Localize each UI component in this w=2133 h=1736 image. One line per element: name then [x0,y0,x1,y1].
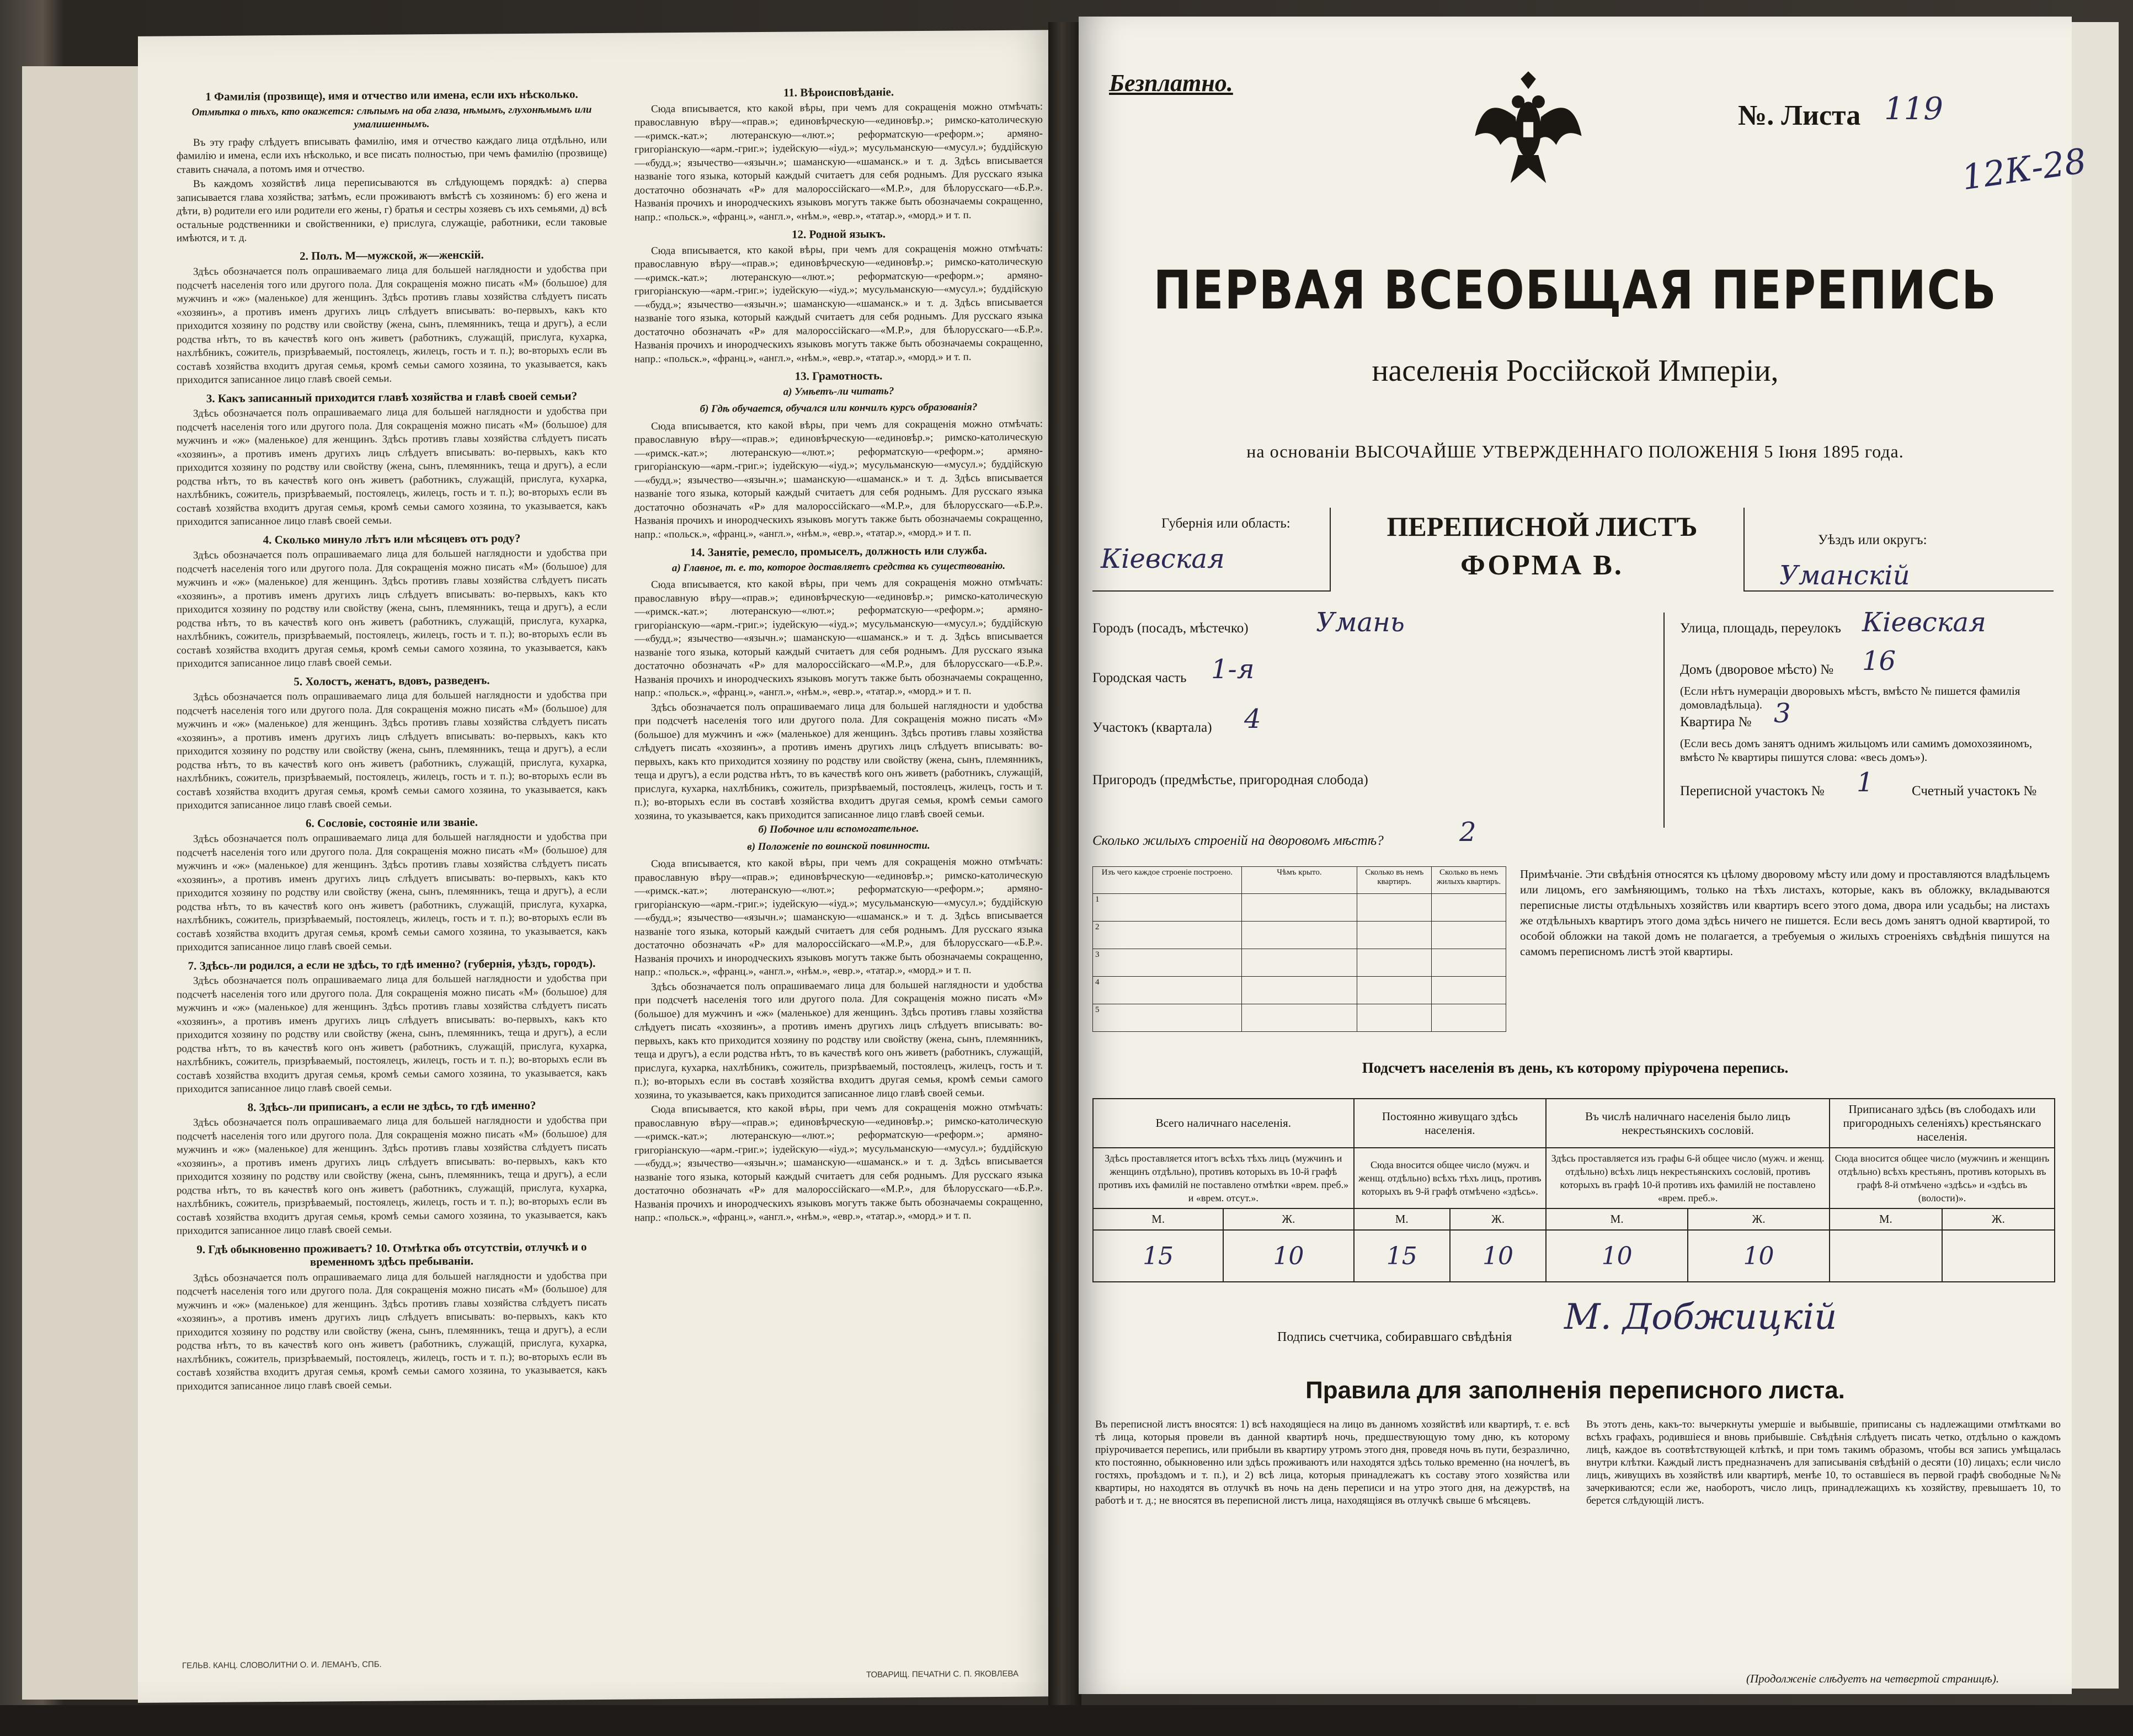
uezd-label: Уѣздъ или округъ: [1818,532,1927,547]
buildings-note: Примѣчаніе. Эти свѣдѣнія относятся къ цѣлому дворовому мѣсту или дому и проставляются владѣльцемъ или лицомъ, его замѣняющимъ, только на тѣхъ листахъ, которые, какъ въ обложку, вкладываются переписные листы отдѣльныхъ хозяйствъ или квартиръ всего этого дома, двора или усадьбы; на листахъ же отдѣльныхъ квартиръ этого дома здѣсь ничего не пишется. Если весь домъ занятъ одной квартирой, то особой обложки на такой домъ не полагается, а требуемыя о жилыхъ строеніяхъ свѣдѣнія пишутся на самомъ переписномъ листѣ этой квартиры. [1520,867,2050,958]
count-header-row [1093,1099,2055,1148]
city-part-value: 1-я [1211,654,1255,685]
instruction-paragraph: Здѣсь обозначается полъ опрашиваемаго лица для большей наглядности и удобства при подсчетѣ населенія того или другого пола. Для сокращенія можно писать «М» (большое) для мужчинъ и «ж» (маленькое) для женщинъ. Здѣсь противъ главы хозяйства слѣдуетъ писать «хозяинъ», а противъ именъ другихъ лицъ слѣдуетъ вписывать: во-первыхъ, какъ кто приходится хозяину по родству или свойству (жена, сынъ, племянникъ, теща и другъ), а если родства нѣтъ, то въ качествѣ кого онъ живетъ (работникъ, служащій, прислуга, кухарка, нахлѣбникъ, сожитель, призрѣваемый, постоялецъ, жилецъ, гость и т. п.); во-вторыхъ если въ составѣ хозяйства входитъ другая семья, кромѣ семьи самого хозяина, то указывается, какъ приходится записанное лицо главѣ своей семьи. [177,1114,607,1237]
count-sex-row [1093,1208,2055,1230]
section-heading-8: 8. Здѣсь-ли приписанъ, а если не здѣсь, то гдѣ именно? [247,1098,536,1114]
gubernia-label: Губернія или область: [1161,516,1291,531]
population-count-title: Подсчетъ населенія въ день, къ которому пріурочена перепись. [1362,1059,1789,1076]
section-heading-14: 14. Занятіе, ремесло, промыселъ, должность или служба. [690,544,987,559]
instruction-paragraph: Здѣсь обозначается полъ опрашиваемаго лица для большей наглядности и удобства при подсчетѣ населенія того или другого пола. Для сокращенія можно писать «М» (большое) для мужчинъ и «ж» (маленькое) для женщинъ. Здѣсь противъ главы хозяйства слѣдуетъ писать «хозяинъ», а противъ именъ другихъ лицъ слѣдуетъ вписывать: во-первыхъ, какъ кто приходится хозяину по родству или свойству (жена, сынъ, племянникъ, теща и другъ), а если родства нѣтъ, то въ качествѣ кого онъ живетъ (работникъ, служащій, прислуга, кухарка, нахлѣбникъ, сожитель, призрѣваемый, постоялецъ, жилецъ, гость и т. п.); во-вторыхъ если въ составѣ хозяйства входитъ другая семья, кромѣ семьи самого хозяина, то указывается, какъ приходится записанное лицо главѣ своей семьи. [177,688,607,812]
census-title: ПЕРВАЯ ВСЕОБЩАЯ ПЕРЕПИСЬ [1153,259,1997,321]
city-part-label: Городская часть [1092,670,1187,685]
table-cell [1432,922,1506,949]
instruction-paragraph: Сюда вписывается, кто какой вѣры, при чемъ для сокращенія можно отмѣчать: православную вѣру—«прав.»; единовѣрческую—«единовѣр.»; римско-католическую—«римск.-кат.»; лютеранскую—«лют.»; реформатскую—«реформ.»; армяно-григоріанскую—«арм.-григ.»; іудейскую—«іуд.»; мусульманскую—«мусул.»; буддійскую—«будд.»; язычество—«язычн.»; шаманскую—«шаманск.» и т. д. Здѣсь вписывается названіе того языка, который каждый считаетъ для себя роднымъ. Для русскаго языка достаточно обозначать «Р» для малороссійскаго—«М.Р.», для бѣлорусскаго—«Б.Р.». Названія прочихъ и инородческихъ языковъ могутъ также быть обозначаемы сокращенно, напр.: «польск.», «франц.», «англ.», «нѣм.», «евр.», «татар.», «морд.» и т. п. [634,855,1043,978]
section-subheading-14b: б) Побочное или вспомогательное. [758,822,919,836]
female-label: Ж. [1450,1208,1546,1230]
instruction-paragraph: Сюда вписывается, кто какой вѣры, при чемъ для сокращенія можно отмѣчать: православную вѣру—«прав.»; единовѣрческую—«единовѣр.»; римско-католическую—«римск.-кат.»; лютеранскую—«лют.»; реформатскую—«реформ.»; армяно-григоріанскую—«арм.-григ.»; іудейскую—«іуд.»; мусульманскую—«мусул.»; буддійскую—«будд.»; язычество—«язычн.»; шаманскую—«шаманск.» и т. д. Здѣсь вписывается названіе того языка, который каждый считаетъ для себя роднымъ. Для русскаго языка достаточно обозначать «Р» для малороссійскаго—«М.Р.», для бѣлорусскаго—«Б.Р.». Названія прочихъ и инородческихъ языковъ могутъ также быть обозначаемы сокращенно, напр.: «польск.», «франц.», «англ.», «нѣм.», «евр.», «татар.», «морд.» и т. п. [634,100,1043,223]
buildings-col-material: Изъ чего каждое строеніе построено. [1093,867,1242,894]
non-peasant-female-value: 10 [1688,1230,1830,1282]
instruction-paragraph: Здѣсь обозначается полъ опрашиваемаго лица для большей наглядности и удобства при подсчетѣ населенія того или другого пола. Для сокращенія можно писать «М» (большое) для мужчинъ и «ж» (маленькое) для женщинъ. Здѣсь противъ главы хозяйства слѣдуетъ писать «хозяинъ», а противъ именъ другихъ лицъ слѣдуетъ вписывать: во-первыхъ, какъ кто приходится хозяину по родству или свойству (жена, сынъ, племянникъ, теща и другъ), а если родства нѣтъ, то въ качествѣ кого онъ живетъ (работникъ, служащій, прислуга, кухарка, нахлѣбникъ, сожитель, призрѣваемый, постоялецъ, жилецъ, гость и т. п.); во-вторыхъ если въ составѣ хозяйства входитъ другая семья, кромѣ семьи самого хозяина, то указывается, какъ приходится записанное лицо главѣ своей семьи. [177,546,607,670]
male-label: М. [1354,1208,1450,1230]
instruction-paragraph: Здѣсь обозначается полъ опрашиваемаго лица для большей наглядности и удобства при подсчетѣ населенія того или другого пола. Для сокращенія можно писать «М» (большое) для мужчинъ и «ж» (маленькое) для женщинъ. Здѣсь противъ главы хозяйства слѣдуетъ писать «хозяинъ», а противъ именъ другихъ лицъ слѣдуетъ вписывать: во-первыхъ, какъ кто приходится хозяину по родству или свойству (жена, сынъ, племянникъ, теща и другъ), а если родства нѣтъ, то въ качествѣ кого онъ живетъ (работникъ, служащій, прислуга, кухарка, нахлѣбникъ, сожитель, призрѣваемый, постоялецъ, жилецъ, гость и т. п.); во-вторыхъ если въ составѣ хозяйства входитъ другая семья, кромѣ семьи самого хозяина, то указывается, какъ приходится записанное лицо главѣ своей семьи. [634,978,1043,1101]
form-type: ФОРМА В. [1460,550,1624,581]
prigorod-label: Пригородъ (предмѣстье, пригородная слобода) [1092,773,1368,787]
flat-label: Квартира № [1680,715,1752,729]
table-cell [1432,949,1506,977]
section-heading-2: 2. Полъ. М—мужской, ж—женскій. [300,247,484,263]
count-desc-permanent: Сюда вносится общее число (мужч. и женщ. отдѣльно) всѣхъ тѣхъ лицъ, противъ которыхъ въ 9-й графѣ отмѣчено «здѣсь». [1354,1148,1547,1208]
table-row [1093,894,1506,922]
instruction-paragraph: Здѣсь обозначается полъ опрашиваемаго лица для большей наглядности и удобства при подсчетѣ населенія того или другого пола. Для сокращенія можно писать «М» (большое) для мужчинъ и «ж» (маленькое) для женщинъ. Здѣсь противъ главы хозяйства слѣдуетъ писать «хозяинъ», а противъ именъ другихъ лицъ слѣдуетъ вписывать: во-первыхъ, какъ кто приходится хозяину по родству или свойству (жена, сынъ, племянникъ, теща и другъ), а если родства нѣтъ, то въ качествѣ кого онъ живетъ (работникъ, служащій, прислуга, кухарка, нахлѣбникъ, сожитель, призрѣваемый, постоялецъ, жилецъ, гость и т. п.); во-вторыхъ если въ составѣ хозяйства входитъ другая семья, кромѣ семьи самого хозяина, то указывается, какъ приходится записанное лицо главѣ своей семьи. [177,263,607,386]
table-cell [1241,922,1357,949]
left-page [138,30,1065,1703]
rules-continuation-note: (Продолженіе слѣдуетъ на четвертой страницѣ). [1746,1672,1999,1685]
section-heading-9: 9. Гдѣ обыкновенно проживаетъ? 10. Отмѣтка объ отсутствіи, отлучкѣ и о временномъ здѣсь пребываніи. [196,1239,587,1269]
section-subheading-13b: б) Гдѣ обучается, обучался или кончилъ курсъ образованія? [700,401,978,415]
city-label: Городъ (посадъ, мѣстечко) [1092,621,1249,636]
section-heading-13: 13. Грамотность. [794,369,883,383]
female-label: Ж. [1223,1208,1353,1230]
buildings-col-living-flats: Сколько въ немъ жилыхъ квартиръ. [1432,867,1506,894]
section-heading-11: 11. Вѣроисповѣданіе. [783,85,894,99]
instruction-paragraph: Здѣсь обозначается полъ опрашиваемаго лица для большей наглядности и удобства при подсчетѣ населенія того или другого пола. Для сокращенія можно писать «М» (большое) для мужчинъ и «ж» (маленькое) для женщинъ. Здѣсь противъ главы хозяйства слѣдуетъ писать «хозяинъ», а противъ именъ другихъ лицъ слѣдуетъ вписывать: во-первыхъ, какъ кто приходится хозяину по родству или свойству (жена, сынъ, племянникъ, теща и другъ), а если родства нѣтъ, то въ качествѣ кого онъ живетъ (работникъ, служащій, прислуга, кухарка, нахлѣбникъ, сожитель, призрѣваемый, постоялецъ, жилецъ, гость и т. п.); во-вторыхъ если въ составѣ хозяйства входитъ другая семья, кромѣ семьи самого хозяина, то указывается, какъ приходится записанное лицо главѣ своей семьи. [177,972,607,1095]
form-title: ПЕРЕПИСНОЙ ЛИСТЪ [1387,511,1698,542]
instruction-paragraph: Сюда вписывается, кто какой вѣры, при чемъ для сокращенія можно отмѣчать: православную вѣру—«прав.»; единовѣрческую—«единовѣр.»; римско-католическую—«римск.-кат.»; лютеранскую—«лют.»; реформатскую—«реформ.»; армяно-григоріанскую—«арм.-григ.»; іудейскую—«іуд.»; мусульманскую—«мусул.»; буддійскую—«будд.»; язычество—«язычн.»; шаманскую—«шаманск.» и т. д. Здѣсь вписывается названіе того языка, который каждый считаетъ для себя роднымъ. Для русскаго языка достаточно обозначать «Р» для малороссійскаго—«М.Р.», для бѣлорусскаго—«Б.Р.». Названія прочихъ и инородческихъ языковъ могутъ также быть обозначаемы сокращенно, напр.: «польск.», «франц.», «англ.», «нѣм.», «евр.», «татар.», «морд.» и т. п. [634,417,1043,541]
peasant-female-value [1942,1230,2055,1282]
instruction-paragraph: Здѣсь обозначается полъ опрашиваемаго лица для большей наглядности и удобства при подсчетѣ населенія того или другого пола. Для сокращенія можно писать «М» (большое) для мужчинъ и «ж» (маленькое) для женщинъ. Здѣсь противъ главы хозяйства слѣдуетъ писать «хозяинъ», а противъ именъ другихъ лицъ слѣдуетъ вписывать: во-первыхъ, какъ кто приходится хозяину по родству или свойству (жена, сынъ, племянникъ, теща и другъ), а если родства нѣтъ, то въ качествѣ кого онъ живетъ (работникъ, служащій, прислуга, кухарка, нахлѣбникъ, сожитель, призрѣваемый, постоялецъ, жилецъ, гость и т. п.); во-вторыхъ если въ составѣ хозяйства входитъ другая семья, кромѣ семьи самого хозяина, то указывается, какъ приходится записанное лицо главѣ своей семьи. [177,830,607,954]
count-col-peasant: Приписанаго здѣсь (въ слободахъ или пригородныхъ селеніяхъ) крестьянскаго населенія. [1830,1099,2055,1148]
house-note: (Если нѣтъ нумераціи дворовыхъ мѣстъ, вмѣсто № пишется фамилія домовладѣльца). [1680,684,2020,711]
corner-handwritten-reference: 12К-28 [1959,140,2089,198]
count-col-permanent: Постоянно живущаго здѣсь населенія. [1354,1099,1547,1148]
printer-footer-left: ГЕЛЬВ. КАНЦ. СЛОВОЛИТНИ О. И. ЛЕМАНЪ, СПБ. [182,1659,382,1671]
census-subtitle: населенія Россійской Имперіи, [1372,354,1779,388]
instruction-paragraph: Сюда вписывается, кто какой вѣры, при чемъ для сокращенія можно отмѣчать: православную вѣру—«прав.»; единовѣрческую—«единовѣр.»; римско-католическую—«римск.-кат.»; лютеранскую—«лют.»; реформатскую—«реформ.»; армяно-григоріанскую—«арм.-григ.»; іудейскую—«іуд.»; мусульманскую—«мусул.»; буддійскую—«будд.»; язычество—«язычн.»; шаманскую—«шаманск.» и т. д. Здѣсь вписывается названіе того языка, который каждый считаетъ для себя роднымъ. Для русскаго языка достаточно обозначать «Р» для малороссійскаго—«М.Р.», для бѣлорусскаго—«Б.Р.». Названія прочихъ и инородческихъ языковъ могутъ также быть обозначаемы сокращенно, напр.: «польск.», «франц.», «англ.», «нѣм.», «евр.», «татар.», «морд.» и т. п. [634,576,1043,699]
printer-footer-middle: ТОВАРИЩ. ПЕЧАТНИ С. П. ЯКОВЛЕВА [866,1669,1018,1680]
counting-district-label: Счетный участокъ № [1912,784,2037,798]
section-heading-12: 12. Родной языкъ. [791,227,886,241]
census-form-page [1079,17,2089,1694]
permanent-male-value: 15 [1354,1230,1450,1282]
house-value: 16 [1862,646,1896,677]
table-cell [1357,949,1432,977]
table-cell [1357,977,1432,1004]
section-heading-3: 3. Какъ записанный приходится главѣ хозяйства и главѣ своей семьи? [206,388,578,405]
table-row [1093,922,1506,949]
count-col-present: Всего наличнаго населенія. [1093,1099,1354,1148]
section-heading-1: 1 Фамилія (прозвище), имя и отчество или имена, если ихъ нѣсколько. [205,87,578,104]
male-label: М. [1093,1208,1223,1230]
sheet-number-value: 119 [1884,91,1943,127]
free-label: Безплатно. [1109,70,1233,97]
table-cell [1241,894,1357,922]
city-value: Умань [1316,607,1405,638]
rules-column-1: Въ переписной листъ вносятся: 1) всѣ находящіеся на лицо въ данномъ хозяйствѣ или квартирѣ, т. е. всѣ тѣ лица, которыя провели въ данной квартирѣ ночь, предшествующую тому дню, къ которому пріурочивается перепись, или прибыли въ квартиру утромъ этого дня, проведя ночь въ пути, безразлично, кто постоянно, обыкновенно или здѣсь проживаютъ или находятся здѣсь только временно (на ночлегѣ, въ гостяхъ, проѣздомъ и т. п.), и 2) всѣ лица, которыя принадлежатъ къ составу этого хозяйства или квартиры, но находятся въ отлучкѣ въ ночь на день переписи и на утро этого дня, на дежурствѣ, на работѣ и т. д.; не вносятся въ переписной листъ лица, находящіяся въ отлучкѣ свыше 6 мѣсяцевъ. [1095,1419,1570,1506]
peasant-male-value [1830,1230,1942,1282]
instruction-paragraph: Здѣсь обозначается полъ опрашиваемаго лица для большей наглядности и удобства при подсчетѣ населенія того или другого пола. Для сокращенія можно писать «М» (большое) для мужчинъ и «ж» (маленькое) для женщинъ. Здѣсь противъ главы хозяйства слѣдуетъ писать «хозяинъ», а противъ именъ другихъ лицъ слѣдуетъ вписывать: во-первыхъ, какъ кто приходится хозяину по родству или свойству (жена, сынъ, племянникъ, теща и другъ), а если родства нѣтъ, то въ качествѣ кого онъ живетъ (работникъ, служащій, прислуга, кухарка, нахлѣбникъ, сожитель, призрѣваемый, постоялецъ, жилецъ, гость и т. п.); во-вторыхъ если въ составѣ хозяйства входитъ другая семья, кромѣ семьи самого хозяина, то указывается, какъ приходится записанное лицо главѣ своей семьи. [634,699,1043,822]
uchastok-value: 4 [1244,704,1261,734]
row-number: 4 [1093,977,1242,1004]
instruction-paragraph: Здѣсь обозначается полъ опрашиваемаго лица для большей наглядности и удобства при подсчетѣ населенія того или другого пола. Для сокращенія можно писать «М» (большое) для мужчинъ и «ж» (маленькое) для женщинъ. Здѣсь противъ главы хозяйства слѣдуетъ писать «хозяинъ», а противъ именъ другихъ лицъ слѣдуетъ вписывать: во-первыхъ, какъ кто приходится хозяину по родству или свойству (жена, сынъ, племянникъ, теща и другъ), а если родства нѣтъ, то въ качествѣ кого онъ живетъ (работникъ, служащій, прислуга, кухарка, нахлѣбникъ, сожитель, призрѣваемый, постоялецъ, жилецъ, гость и т. п.); во-вторыхъ если въ составѣ хозяйства входитъ другая семья, кромѣ семьи самого хозяина, то указывается, какъ приходится записанное лицо главѣ своей семьи. [177,1269,607,1392]
permanent-female-value: 10 [1450,1230,1546,1282]
section-heading-6: 6. Сословіе, состояніе или званіе. [306,815,478,830]
row-number: 5 [1093,1004,1242,1032]
previous-page-edge [22,66,138,1700]
section-subheading-13a: а) Умѣетъ-ли читать? [783,385,894,398]
row-number: 2 [1093,922,1242,949]
buildings-count-label: Сколько жилыхъ строеній на дворовомъ мѣстѣ? [1092,833,1384,848]
street-label: Улица, площадь, переулокъ [1680,621,1841,636]
section-heading-7: 7. Здѣсь-ли родился, а если не здѣсь, то гдѣ именно? (губернія, уѣздъ, городъ). [188,956,596,972]
instruction-paragraph: Сюда вписывается, кто какой вѣры, при чемъ для сокращенія можно отмѣчать: православную вѣру—«прав.»; единовѣрческую—«единовѣр.»; римско-католическую—«римск.-кат.»; лютеранскую—«лют.»; реформатскую—«реформ.»; армяно-григоріанскую—«арм.-григ.»; іудейскую—«іуд.»; мусульманскую—«мусул.»; буддійскую—«будд.»; язычество—«язычн.»; шаманскую—«шаманск.» и т. д. Здѣсь вписывается названіе того языка, который каждый считаетъ для себя роднымъ. Для русскаго языка достаточно обозначать «Р» для малороссійскаго—«М.Р.», для бѣлорусскаго—«Б.Р.». Названія прочихъ и инородческихъ языковъ могутъ также быть обозначаемы сокращенно, напр.: «польск.», «франц.», «англ.», «нѣм.», «евр.», «татар.», «морд.» и т. п. [634,242,1043,365]
instruction-paragraph: Въ эту графу слѣдуетъ вписывать фамилію, имя и отчество каждаго лица отдѣльно, или фамилію и имена, если ихъ нѣсколько, и все писать полностью, при чемъ фамилію (прозвище) ставить сначала, а потомъ имя и отчество. [177,134,607,175]
flat-note: (Если весь домъ занятъ однимъ жильцомъ или самимъ домохозяиномъ, вмѣсто № квартиры пишутся слова: «весь домъ»). [1680,737,2033,764]
table-cell [1357,894,1432,922]
table-row [1093,949,1506,977]
table-row [1093,977,1506,1004]
rules-title: Правила для заполненія переписного листа. [1305,1377,1845,1404]
row-number: 3 [1093,949,1242,977]
instruction-paragraph: Въ каждомъ хозяйствѣ лица переписываются въ слѣдующемъ порядкѣ: а) сперва записывается глава хозяйства; затѣмъ, если проживаютъ вмѣстѣ съ хозяиномъ: б) его жена и дѣти, в) родители его или родители его жены, г) братья и сестры хозяевъ съ ихъ семьями, д) всѣ остальные родственники и свойственники, е) прислуга, служащіе, работники, если таковые имѣются, и т. д. [177,175,607,244]
table-row [1093,1004,1506,1032]
section-subheading-15: в) Положеніе по воинской повинности. [747,839,930,853]
section-subheading-1: Отмѣтка о тѣхъ, кто окажется: слѣпымъ на оба глаза, нѣмымъ, глухонѣмымъ или умалишеннымъ. [191,103,592,131]
section-heading-5: 5. Холостъ, женатъ, вдовъ, разведенъ. [294,673,490,688]
table-cell [1357,922,1432,949]
census-district-value: 1 [1857,767,1874,798]
imperial-eagle-emblem [1465,66,1592,193]
street-value: Кіевская [1862,607,1986,638]
address-divider [1663,613,1665,828]
buildings-col-roof: Чѣмъ крыто. [1241,867,1357,894]
non-peasant-male-value: 10 [1546,1230,1688,1282]
buildings-table-header-row [1093,867,1506,894]
present-female-value: 10 [1223,1230,1353,1282]
table-cell [1432,977,1506,1004]
male-label: М. [1830,1208,1942,1230]
count-col-non-peasant: Въ числѣ наличнаго населенія было лицъ некрестьянскихъ сословій. [1546,1099,1830,1148]
buildings-count-value: 2 [1459,817,1476,848]
table-cell [1241,977,1357,1004]
buildings-table [1092,866,1506,1032]
instructions-column-2 [634,79,1043,1655]
table-cell [1432,1004,1506,1032]
census-district-label: Переписной участокъ № [1680,784,1825,798]
flat-value: 3 [1774,698,1791,729]
sheet-number-label: №. Листа [1738,100,1861,131]
male-label: М. [1546,1208,1688,1230]
decree-line: на основаніи ВЫСОЧАЙШЕ УТВЕРЖДЕННАГО ПОЛОЖЕНІЯ 5 Іюня 1895 года. [1246,441,1904,461]
gubernia-value: Кіевская [1101,544,1225,574]
enumerator-signature: М. Добжицкій [1564,1297,1837,1338]
table-cell [1241,1004,1357,1032]
uezd-value: Уманскій [1779,560,1910,591]
count-desc-present: Здѣсь проставляется итогъ всѣхъ тѣхъ лицъ (мужчинъ и женщинъ отдѣльно), противъ которыхъ въ 10-й графѣ противъ ихъ фамилій не поставлено отмѣтки «врем. преб.» и «врем. отсут.». [1093,1148,1354,1208]
book-gutter [1048,22,1081,1705]
uchastok-label: Участокъ (квартала) [1092,720,1212,735]
population-count-table [1092,1098,2055,1282]
female-label: Ж. [1688,1208,1830,1230]
rules-column-2: Въ этотъ день, какъ-то: вычеркнуты умершіе и выбывшіе, приписаны съ надлежащими отмѣтками во всѣхъ графахъ, родившіеся и вновь прибывшіе. Свѣдѣнія слѣдуетъ писать четко, отдѣльно о каждомъ лицѣ, каждое въ соотвѣтствующей клѣткѣ, и при томъ такимъ образомъ, чтобы вся запись умѣщалась внутри клѣтки. Каждый листъ предназначенъ для записыванія свѣдѣній о десяти (10) лицахъ; если число лицъ, живущихъ въ хозяйствѣ или квартирѣ, менѣе 10, то оставшіеся въ первой графѣ свободные №№ зачеркиваются; если же, наоборотъ, число лицъ, принадлежащихъ къ хозяйству, превышаетъ 10, то берется слѣдующій листъ. [1586,1419,2061,1506]
female-label: Ж. [1942,1208,2055,1230]
instructions-column-1 [177,83,607,1664]
buildings-col-flats: Сколько въ немъ квартиръ. [1357,867,1432,894]
table-cell [1432,894,1506,922]
table-cell [1357,1004,1432,1032]
enumerator-signature-label: Подпись счетчика, собиравшаго свѣдѣнія [1277,1330,1512,1344]
count-desc-non-peasant: Здѣсь проставляется изъ графы 6-й общее число (мужч. и женщ. отдѣльно) всѣхъ лицъ некрестьянскихъ сословій, противъ которыхъ въ графѣ 10-й противъ ихъ фамилій не поставлено «врем. преб.». [1546,1148,1830,1208]
section-subheading-14a: а) Главное, т. е. то, которое доставляетъ средства къ существованію. [671,560,1006,574]
bottom-shadow [0,1705,2133,1736]
count-desc-peasant: Сюда вносится общее число (мужчинъ и женщинъ отдѣльно) всѣхъ крестьянъ, противъ которыхъ въ графѣ 8-й отмѣчено «здѣсь» и «здѣсь въ (волости)». [1830,1148,2055,1208]
row-number: 1 [1093,894,1242,922]
house-label: Домъ (дворовое мѣсто) № [1680,662,1834,677]
table-cell [1241,949,1357,977]
section-heading-4: 4. Сколько минуло лѣтъ или мѣсяцевъ отъ роду? [263,531,521,546]
count-description-row [1093,1148,2055,1208]
present-male-value: 15 [1093,1230,1223,1282]
count-values-row [1093,1230,2055,1282]
instruction-paragraph: Здѣсь обозначается полъ опрашиваемаго лица для большей наглядности и удобства при подсчетѣ населенія того или другого пола. Для сокращенія можно писать «М» (большое) для мужчинъ и «ж» (маленькое) для женщинъ. Здѣсь противъ главы хозяйства слѣдуетъ писать «хозяинъ», а противъ именъ другихъ лицъ слѣдуетъ вписывать: во-первыхъ, какъ кто приходится хозяину по родству или свойству (жена, сынъ, племянникъ, теща и другъ), а если родства нѣтъ, то въ качествѣ кого онъ живетъ (работникъ, служащій, прислуга, кухарка, нахлѣбникъ, сожитель, призрѣваемый, постоялецъ, жилецъ, гость и т. п.); во-вторыхъ если въ составѣ хозяйства входитъ другая семья, кромѣ семьи самого хозяина, то указывается, какъ приходится записанное лицо главѣ своей семьи. [177,404,607,528]
instruction-paragraph: Сюда вписывается, кто какой вѣры, при чемъ для сокращенія можно отмѣчать: православную вѣру—«прав.»; единовѣрческую—«единовѣр.»; римско-католическую—«римск.-кат.»; лютеранскую—«лют.»; реформатскую—«реформ.»; армяно-григоріанскую—«арм.-григ.»; іудейскую—«іуд.»; мусульманскую—«мусул.»; буддійскую—«будд.»; язычество—«язычн.»; шаманскую—«шаманск.» и т. д. Здѣсь вписывается названіе того языка, который каждый считаетъ для себя роднымъ. Для русскаго языка достаточно обозначать «Р» для малороссійскаго—«М.Р.», для бѣлорусскаго—«Б.Р.». Названія прочихъ и инородческихъ языковъ могутъ также быть обозначаемы сокращенно, напр.: «польск.», «франц.», «англ.», «нѣм.», «евр.», «татар.», «морд.» и т. п. [634,1101,1043,1224]
